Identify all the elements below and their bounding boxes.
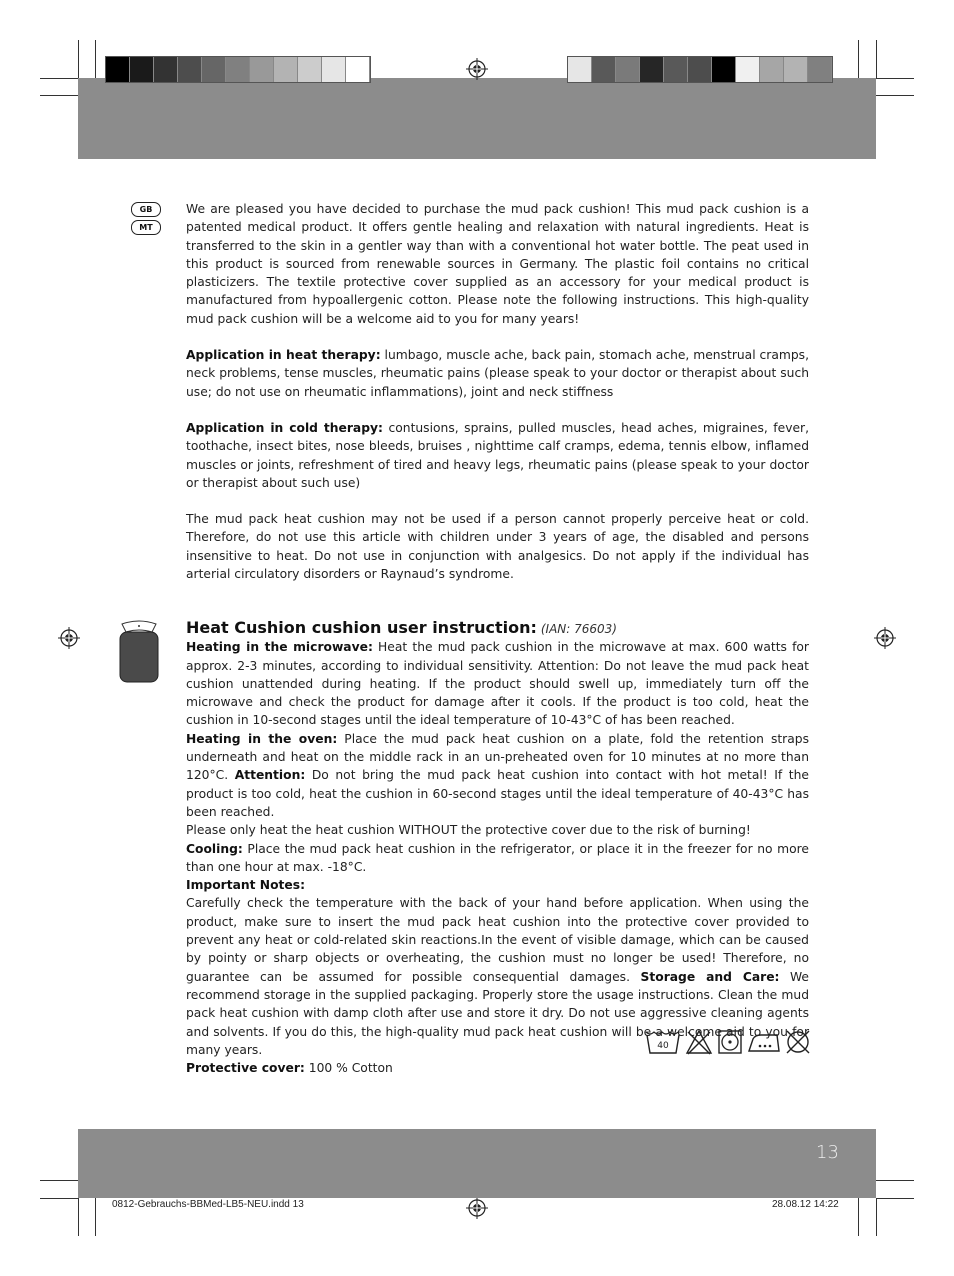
color-swatch: [346, 57, 370, 82]
cover-paragraph: [186, 1059, 809, 1077]
cooling-paragraph: [186, 840, 809, 877]
registration-mark-left-icon: [58, 627, 80, 649]
color-swatch: [274, 57, 298, 82]
tumble-dry-icon: [717, 1029, 743, 1055]
color-swatch: [736, 57, 760, 82]
registration-mark-bottom-icon: [466, 1197, 488, 1219]
instruction-section: [186, 618, 809, 1077]
color-swatch: [664, 57, 688, 82]
cushion-icon: [118, 620, 160, 684]
storage-text: We recommend storage in the supplied packaging. Properly store the usage instructions. Clean the mud pack heat cushion with damp cloth after use and store it dry. Do not use aggressive cleaning agents and solvents. If you do this, the high-quality mud pack heat cushion will be a welcome aid to you for many years.: [186, 969, 809, 1057]
color-swatch: [784, 57, 808, 82]
important-label-text: Important Notes:: [186, 878, 305, 893]
heat-therapy-label: Application in heat therapy:: [186, 348, 381, 363]
warning-paragraph: The mud pack heat cushion may not be used if a person cannot properly perceive heat or cold. Therefore, do not use this article with children under 3 years of age, the disabled and persons insensitive to heat. Do not use in conjunction with analgesics. Do not apply if the individual has arterial circulatory disorders or Raynaud’s syndrome.: [186, 512, 809, 582]
color-swatch: [688, 57, 712, 82]
care-symbols: [645, 1029, 811, 1055]
cooling-label: Cooling:: [186, 841, 243, 856]
intro-paragraph: We are pleased you have decided to purchase the mud pack cushion! This mud pack cushion is a patented medical product. It offers gentle healing and relaxation with natural ingredients. Heat is transferred to the skin in a gentler way than with a conventional hot water bottle. The peat used in this product is sourced from renewable sources in Germany. The plastic foil contains no critical plasticizers. The textile protective cover supplied as an accessory for your medical product is manufactured from hypoallergenic cotton. Please note the following instructions. This high-quality mud pack cushion will be a welcome aid to you for many years!: [186, 202, 809, 326]
color-swatch: [592, 57, 616, 82]
oven-attention-label: Attention:: [234, 768, 306, 783]
slug-date: 28.08.12 14:22: [772, 1199, 839, 1210]
oven-label: Heating in the oven:: [186, 731, 338, 746]
oven-paragraph: [186, 730, 809, 821]
color-swatch: [154, 57, 178, 82]
color-swatch: [808, 57, 832, 82]
cooling-text: Place the mud pack heat cushion in the refrigerator, or place it in the freezer for no more than one hour at max. -18°C.: [186, 841, 809, 874]
heat-therapy-text: lumbago, muscle ache, back pain, stomach ache, menstrual cramps, neck problems, tense muscles, rheumatic pains (please speak to your doctor or therapist about such use; do not use on rheumatic inflammations), joint and neck stiffness: [186, 348, 809, 399]
microwave-paragraph: [186, 638, 809, 729]
wash-temp-label: 40: [657, 1041, 669, 1051]
section-title: Heat Cushion cushion user instruction:: [186, 618, 537, 637]
color-swatch: [568, 57, 592, 82]
page-number: 13: [816, 1142, 839, 1163]
color-bar-right: [567, 56, 833, 83]
ian-number: (IAN: 76603): [540, 622, 617, 636]
iron-icon: [747, 1029, 781, 1055]
color-swatch: [322, 57, 346, 82]
important-text: Carefully check the temperature with the back of your hand before application. When using the product, make sure to insert the mud pack heat cushion into the protective cover provided to prevent any heat or cold-related skin reactions.In the event of visible damage, which can be caused by pointy or sharp objects or overheating, the cushion must no longer be used! Therefore, no guarantee can be assumed for possible consequential damages.: [186, 896, 809, 984]
color-swatch: [616, 57, 640, 82]
header-band: [78, 78, 876, 159]
heat-therapy-paragraph: [186, 346, 809, 401]
color-swatch: [760, 57, 784, 82]
cover-text: 100 % Cotton: [304, 1061, 393, 1076]
oven-text: Place the mud pack heat cushion on a plate, fold the retention straps underneath and heat on the middle rack in an un-preheated oven for 10 minutes at no more than 120°C.: [186, 731, 809, 783]
registration-mark-top-icon: [466, 58, 488, 80]
no-dry-clean-icon: [785, 1029, 811, 1055]
storage-label: Storage and Care:: [640, 969, 780, 984]
important-label: [186, 876, 809, 894]
microwave-label: Heating in the microwave:: [186, 640, 373, 655]
no-bleach-icon: [685, 1029, 713, 1055]
color-bar-left: [105, 56, 371, 83]
lang-badge-mt: MT: [131, 220, 161, 235]
footer-band: [78, 1129, 876, 1198]
color-swatch: [712, 57, 736, 82]
color-swatch: [226, 57, 250, 82]
wash-40-icon: [645, 1029, 681, 1055]
slug-filename: 0812-Gebrauchs-BBMed-LB5-NEU.indd 13: [112, 1199, 304, 1210]
registration-mark-right-icon: [874, 627, 896, 649]
color-swatch: [640, 57, 664, 82]
section-heading: [186, 618, 809, 638]
burn-note: Please only heat the heat cushion WITHOUT the protective cover due to the risk of burning!: [186, 823, 751, 838]
color-swatch: [106, 57, 130, 82]
cover-label: Protective cover:: [186, 1061, 305, 1076]
intro-section: [186, 200, 809, 583]
oven-attention-text: Do not bring the mud pack heat cushion into contact with hot metal! If the product is too cold, heat the cushion in 60-second stages until the ideal temperature of 40-43°C has been reached.: [186, 768, 809, 819]
color-swatch: [130, 57, 154, 82]
cold-therapy-paragraph: [186, 419, 809, 492]
color-swatch: [202, 57, 226, 82]
color-swatch: [178, 57, 202, 82]
microwave-text: Heat the mud pack cushion in the microwave at max. 600 watts for approx. 2-3 minutes, according to individual sensitivity. Attention: Do not leave the mud pack heat cushion unattended during heating. If the product should swell up, immediately turn off the microwave and check the product for damage after it cools. If the product is too cold, heat the cushion in 10-second stages until the ideal temperature of 10-43°C of has been reached.: [186, 640, 809, 728]
lang-badge-gb: GB: [131, 202, 161, 217]
color-swatch: [250, 57, 274, 82]
color-swatch: [298, 57, 322, 82]
cold-therapy-label: Application in cold therapy:: [186, 420, 383, 435]
cold-therapy-text: contusions, sprains, pulled muscles, head aches, migraines, fever, toothache, insect bites, nose bleeds, bruises , nighttime calf cramps, edema, tennis elbow, inflamed muscles or joints, refreshment of tired and heavy legs, rheumatic pains (please speak to your doctor or therapist about such use): [186, 420, 809, 490]
